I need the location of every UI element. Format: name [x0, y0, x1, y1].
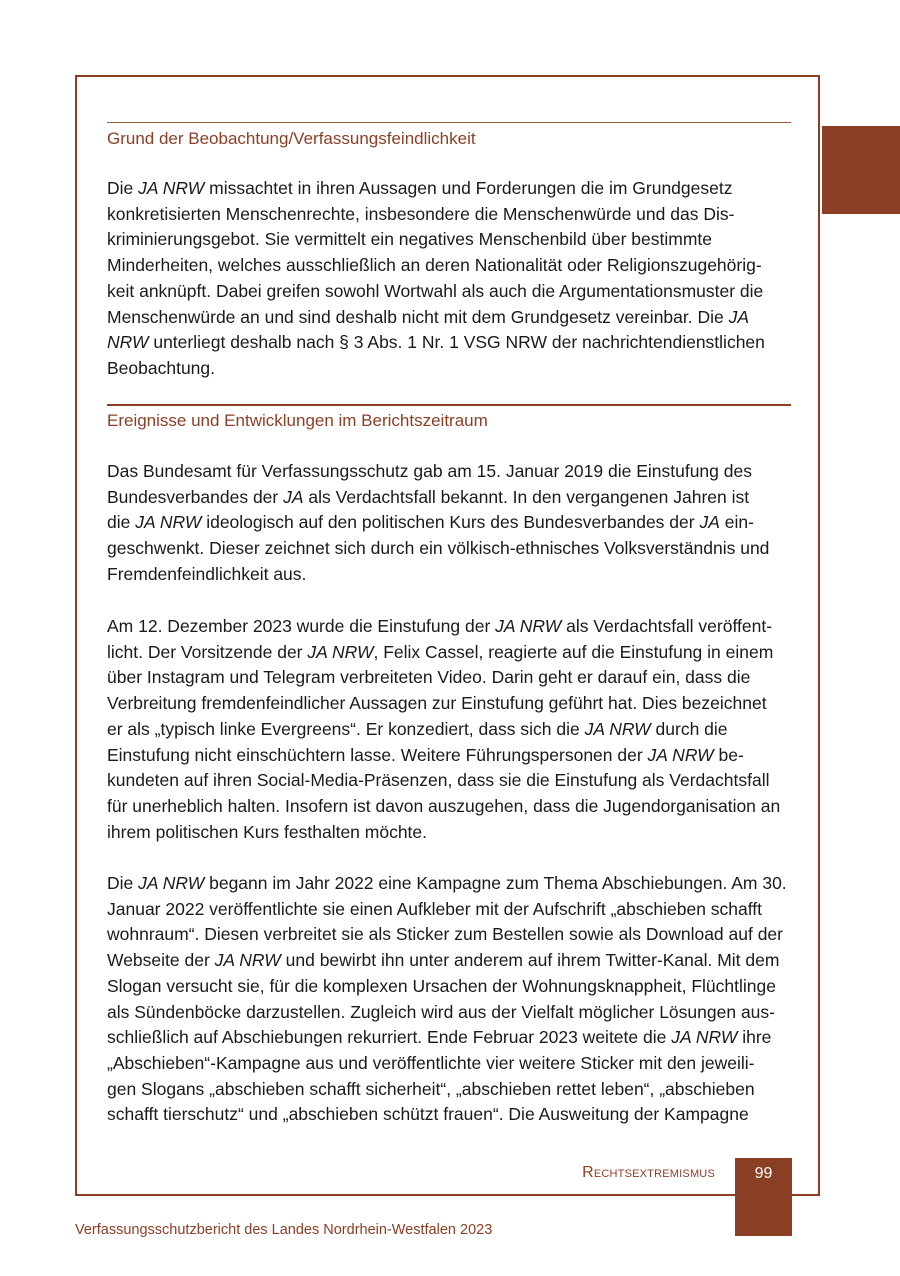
text-line: Menschenwürde an und sind deshalb nicht mit dem Grundgesetz vereinbar. Die JA [107, 306, 750, 327]
text-line: Slogan versucht sie, für die komplexen Ursachen der Wohnungsknappheit, Flüchtlinge [107, 975, 776, 996]
paragraph-ereignisse-3 [107, 871, 797, 1128]
text-line: Minderheiten, welches ausschließlich an deren Nationalität oder Religionszugehörig- [107, 255, 762, 276]
section-heading-ereignisse: Ereignisse und Entwicklungen im Berichtszeitraum [107, 411, 488, 430]
text-line: schließlich auf Abschiebungen rekurriert. Ende Februar 2023 weitete die JA NRW ihre [107, 1027, 772, 1048]
text-line: Die JA NRW begann im Jahr 2022 eine Kampagne zum Thema Abschiebungen. Am 30. [107, 873, 787, 893]
text-line: Beobachtung. [107, 357, 216, 378]
text-line: gen Slogans „abschieben schafft sicherheit“, „abschieben rettet leben“, „abschieben [107, 1078, 755, 1099]
section-rule-ereignisse [107, 404, 791, 406]
text-line: licht. Der Vorsitzende der JA NRW, Felix Cassel, reagierte auf die Einstufung in einem [107, 641, 774, 662]
text-line: „Abschieben“-Kampagne aus und veröffentlichte vier weitere Sticker mit den jeweili- [107, 1052, 755, 1073]
text-line: Webseite der JA NRW und bewirbt ihn unter anderem auf ihrem Twitter-Kanal. Mit dem [107, 950, 780, 971]
publication-caption: Verfassungsschutzbericht des Landes Nordrhein-Westfalen 2023 [75, 1222, 493, 1238]
text-line: für unerheblich halten. Insofern ist davon auszugehen, dass die Jugendorganisation an [107, 795, 781, 816]
text-line: kriminierungsgebot. Sie vermittelt ein negatives Menschenbild über bestimmte [107, 229, 713, 250]
text-line: ihrem politischen Kurs festhalten möchte. [107, 821, 428, 842]
text-line: Verbreitung fremdenfeindlicher Aussagen zur Einstufung geführt hat. Dies bezeichnet [107, 693, 767, 714]
text-line: NRW unterliegt deshalb nach § 3 Abs. 1 Nr. 1 VSG NRW der nachrichtendienstlichen [107, 332, 765, 353]
text-line: wohnraum“. Diesen verbreitet sie als Sticker zum Bestellen sowie als Download auf der [107, 924, 783, 945]
text-line: Fremdenfeindlichkeit aus. [107, 563, 307, 584]
text-line: Das Bundesamt für Verfassungsschutz gab am 15. Januar 2019 die Einstufung des [107, 461, 752, 481]
paragraph-grund [107, 176, 797, 382]
paragraph-ereignisse-1 [107, 459, 797, 588]
text-line: über Instagram und Telegram verbreiteten Video. Darin geht er darauf ein, dass die [107, 667, 751, 688]
text-line: Bundesverbandes der JA als Verdachtsfall bekannt. In den vergangenen Jahren ist [107, 486, 750, 507]
text-line: schafft tierschutz“ und „abschieben schützt frauen“. Die Ausweitung der Kampagne [107, 1104, 749, 1125]
section-rule-top [107, 122, 791, 123]
text-line: kundeten auf ihren Social-Media-Präsenzen, dass sie die Einstufung als Verdachtsfall [107, 770, 770, 791]
text-line: Einstufung nicht einschüchtern lasse. Weitere Führungspersonen der JA NRW be- [107, 744, 744, 765]
text-line: Januar 2022 veröffentlichte sie einen Aufkleber mit der Aufschrift „abschieben schafft [107, 898, 763, 919]
running-section-label: Rechtsextremismus [582, 1164, 715, 1181]
text-line: als Sündenböcke darzustellen. Zugleich wird aus der Vielfalt möglicher Lösungen aus- [107, 1001, 775, 1022]
text-line: die JA NRW ideologisch auf den politischen Kurs des Bundesverbandes der JA ein- [107, 512, 754, 533]
text-line: Am 12. Dezember 2023 wurde die Einstufung der JA NRW als Verdachtsfall veröffent- [107, 616, 773, 636]
text-line: keit anknüpft. Dabei greifen sowohl Wortwahl als auch die Argumentationsmuster die [107, 280, 764, 301]
chapter-tab-marker [822, 126, 900, 214]
text-line: geschwenkt. Dieser zeichnet sich durch ein völkisch-ethnisches Volksverständnis und [107, 538, 770, 559]
page-number: 99 [754, 1165, 773, 1182]
text-line: konkretisierten Menschenrechte, insbesondere die Menschenwürde und das Dis- [107, 203, 735, 224]
text-line: er als „typisch linke Evergreens“. Er konzediert, dass sich die JA NRW durch die [107, 718, 728, 739]
paragraph-ereignisse-2 [107, 614, 797, 845]
section-heading-grund: Grund der Beobachtung/Verfassungsfeindlichkeit [107, 129, 476, 148]
page-number-box [735, 1158, 792, 1236]
text-line: Die JA NRW missachtet in ihren Aussagen und Forderungen die im Grundgesetz [107, 178, 733, 198]
